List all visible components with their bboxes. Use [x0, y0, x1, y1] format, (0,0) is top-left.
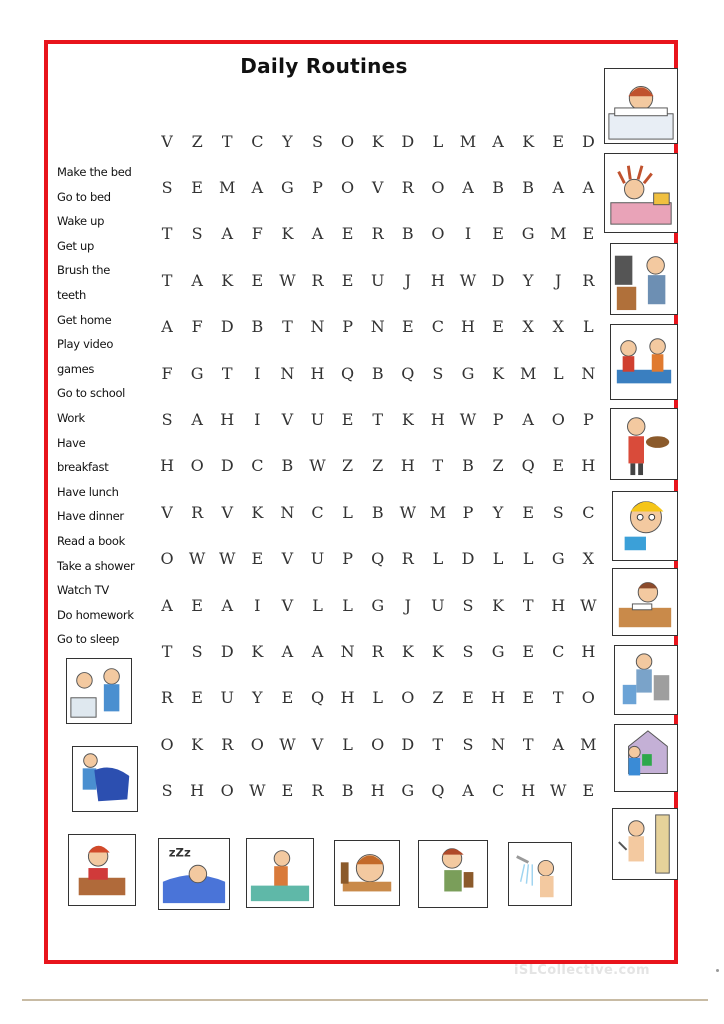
grid-letter: R	[401, 178, 414, 198]
grid-letter: T	[432, 734, 444, 754]
word-list-item: Have	[57, 435, 86, 450]
grid-row	[152, 257, 603, 303]
grid-letter: T	[372, 410, 384, 430]
grid-letter: O	[220, 781, 234, 801]
picture-get-home	[610, 408, 678, 480]
grid-row	[152, 164, 603, 210]
page-bottom-rule	[22, 999, 708, 1001]
word-list-item: Take a shower	[57, 558, 135, 573]
word-list-item: Have lunch	[57, 484, 119, 499]
grid-letter: U	[310, 410, 325, 430]
grid-letter: E	[582, 224, 595, 244]
picture-work	[68, 834, 136, 906]
grid-letter: Y	[492, 502, 504, 522]
grid-letter: M	[519, 363, 537, 383]
grid-letter: J	[404, 595, 411, 615]
grid-letter: S	[161, 781, 173, 801]
grid-letter: K	[251, 641, 264, 661]
picture-make-the-bed	[72, 746, 138, 812]
picture-watch-tv	[610, 243, 678, 315]
word-list-item: Get home	[57, 312, 112, 327]
grid-letter: O	[581, 688, 595, 708]
grid-letter: A	[251, 178, 264, 198]
grid-letter: R	[311, 270, 324, 290]
grid-letter: N	[370, 317, 385, 337]
grid-letter: D	[220, 456, 234, 476]
grid-letter: I	[464, 224, 472, 244]
grid-letter: N	[280, 502, 295, 522]
grid-letter: R	[401, 549, 414, 569]
grid-letter: B	[281, 456, 294, 476]
grid-letter: G	[190, 363, 204, 383]
word-list-item: Read a book	[57, 533, 125, 548]
grid-row	[152, 350, 603, 396]
grid-letter: V	[281, 410, 294, 430]
grid-letter: E	[341, 270, 354, 290]
grid-row	[152, 536, 603, 582]
grid-letter: O	[341, 131, 355, 151]
grid-letter: S	[462, 734, 474, 754]
grid-letter: L	[492, 549, 504, 569]
picture-wake-up	[604, 68, 678, 144]
grid-row	[152, 118, 603, 164]
grid-letter: S	[312, 131, 323, 151]
grid-letter: L	[432, 549, 444, 569]
grid-letter: U	[370, 270, 385, 290]
svg-text:zZz: zZz	[168, 845, 191, 860]
grid-letter: A	[552, 734, 565, 754]
grid-letter: V	[311, 734, 324, 754]
grid-letter: T	[161, 270, 173, 290]
grid-letter: D	[461, 549, 475, 569]
watermark: iSLCollective.com	[514, 963, 650, 978]
grid-letter: A	[311, 641, 324, 661]
grid-letter: Y	[252, 688, 263, 708]
grid-letter: S	[191, 224, 203, 244]
grid-letter: I	[254, 595, 261, 615]
grid-letter: E	[191, 595, 203, 615]
grid-letter: B	[462, 456, 474, 476]
grid-letter: E	[582, 781, 595, 801]
grid-letter: B	[401, 224, 414, 244]
word-list-item: Go to school	[57, 386, 126, 401]
grid-letter: M	[459, 131, 477, 151]
grid-letter: R	[371, 641, 384, 661]
picture-shower	[508, 842, 572, 906]
grid-letter: A	[161, 317, 173, 337]
grid-row	[152, 396, 603, 442]
grid-letter: S	[191, 641, 203, 661]
grid-letter: Q	[310, 688, 325, 708]
grid-letter: K	[492, 595, 505, 615]
grid-row	[152, 211, 603, 257]
grid-letter: M	[580, 734, 597, 754]
grid-letter: E	[281, 781, 294, 801]
picture-get-dressed	[614, 645, 678, 715]
grid-letter: H	[220, 410, 235, 430]
grid-letter: Q	[401, 363, 415, 383]
grid-letter: L	[552, 363, 564, 383]
grid-letter: G	[491, 641, 505, 661]
grid-letter: I	[254, 363, 261, 383]
grid-letter: E	[251, 270, 264, 290]
picture-have-dinner	[610, 324, 678, 400]
grid-letter: A	[281, 641, 294, 661]
grid-row	[152, 721, 603, 767]
grid-letter: K	[492, 363, 505, 383]
grid-letter: R	[311, 781, 324, 801]
grid-letter: M	[429, 502, 447, 522]
grid-letter: M	[550, 224, 567, 244]
grid-letter: O	[551, 410, 565, 430]
grid-letter: K	[522, 131, 535, 151]
grid-letter: A	[311, 224, 324, 244]
grid-letter: E	[251, 549, 264, 569]
grid-letter: H	[400, 456, 415, 476]
grid-letter: Z	[492, 456, 504, 476]
grid-letter: T	[221, 131, 233, 151]
grid-letter: V	[161, 502, 173, 522]
picture-go-to-sleep	[158, 838, 230, 910]
grid-letter: Q	[431, 781, 445, 801]
grid-letter: O	[431, 224, 445, 244]
grid-letter: E	[552, 131, 565, 151]
grid-letter: E	[191, 178, 203, 198]
word-list	[57, 160, 157, 652]
grid-letter: E	[341, 410, 354, 430]
grid-letter: P	[342, 317, 353, 337]
grid-letter: W	[550, 781, 567, 801]
grid-letter: D	[401, 131, 415, 151]
grid-letter: G	[521, 224, 535, 244]
grid-letter: T	[161, 224, 173, 244]
worksheet-title: Daily Routines	[240, 54, 408, 78]
grid-letter: W	[279, 734, 296, 754]
grid-letter: R	[161, 688, 174, 708]
grid-letter: C	[552, 641, 565, 661]
grid-letter: B	[251, 317, 264, 337]
grid-letter: S	[432, 363, 444, 383]
grid-row	[152, 582, 603, 628]
grid-letter: H	[491, 688, 506, 708]
grid-letter: O	[190, 456, 204, 476]
grid-letter: B	[522, 178, 535, 198]
word-list-item: Brush the	[57, 263, 111, 278]
grid-letter: E	[522, 502, 535, 522]
grid-letter: G	[401, 781, 415, 801]
grid-letter: L	[372, 688, 384, 708]
grid-letter: E	[492, 224, 504, 244]
grid-letter: T	[522, 595, 534, 615]
grid-letter: R	[221, 734, 234, 754]
grid-letter: A	[522, 410, 534, 430]
grid-letter: A	[221, 224, 234, 244]
picture-go-to-bed	[246, 838, 314, 908]
grid-letter: C	[582, 502, 595, 522]
word-list-item: Have dinner	[57, 509, 124, 524]
grid-letter: X	[522, 317, 534, 337]
picture-get-up	[604, 153, 678, 233]
grid-row	[152, 304, 603, 350]
grid-row	[152, 443, 603, 489]
grid-letter: O	[160, 734, 174, 754]
page-dot	[716, 969, 719, 972]
grid-letter: A	[582, 178, 595, 198]
grid-row	[152, 767, 603, 813]
grid-letter: X	[582, 549, 595, 569]
grid-letter: H	[581, 641, 596, 661]
grid-letter: C	[431, 317, 445, 337]
grid-letter: S	[161, 410, 173, 430]
grid-letter: W	[188, 549, 206, 569]
grid-letter: A	[191, 270, 203, 290]
word-list-item: Wake up	[57, 214, 105, 229]
grid-letter: B	[492, 178, 504, 198]
grid-letter: H	[581, 456, 596, 476]
grid-letter: G	[551, 549, 565, 569]
grid-letter: E	[191, 688, 203, 708]
grid-letter: H	[461, 317, 475, 337]
grid-letter: Z	[372, 456, 384, 476]
grid-letter: C	[491, 781, 505, 801]
grid-letter: W	[309, 456, 326, 476]
grid-letter: K	[401, 410, 414, 430]
grid-letter: Q	[371, 549, 385, 569]
picture-take-a-shower	[612, 808, 678, 880]
grid-letter: F	[161, 363, 173, 383]
grid-letter: T	[282, 317, 293, 337]
grid-letter: L	[342, 595, 353, 615]
word-list-item: games	[57, 361, 95, 376]
grid-letter: O	[160, 549, 174, 569]
grid-letter: Q	[521, 456, 535, 476]
grid-letter: W	[459, 270, 477, 290]
grid-letter: R	[582, 270, 595, 290]
word-list-item: Go to bed	[57, 189, 111, 204]
grid-letter: Z	[432, 688, 444, 708]
word-list-item: Make the bed	[57, 165, 132, 179]
grid-letter: N	[491, 734, 506, 754]
grid-letter: K	[221, 270, 234, 290]
picture-read-a-book	[612, 491, 678, 561]
word-list-item: teeth	[57, 287, 86, 302]
grid-letter: V	[221, 502, 234, 522]
grid-letter: E	[462, 688, 474, 708]
grid-letter: A	[221, 595, 234, 615]
grid-letter: P	[492, 410, 504, 430]
grid-letter: K	[431, 641, 444, 661]
grid-letter: H	[430, 410, 445, 430]
grid-row	[152, 675, 603, 721]
grid-letter: S	[462, 641, 474, 661]
grid-letter: C	[251, 131, 264, 151]
grid-letter: W	[219, 549, 236, 569]
grid-letter: T	[552, 688, 564, 708]
grid-letter: D	[581, 131, 595, 151]
word-list-item: Get up	[57, 238, 94, 253]
grid-letter: Q	[341, 363, 355, 383]
picture-do-homework	[612, 568, 678, 636]
grid-letter: Z	[191, 131, 203, 151]
grid-row	[152, 489, 603, 535]
grid-letter: G	[461, 363, 475, 383]
grid-letter: N	[310, 317, 325, 337]
grid-letter: N	[340, 641, 355, 661]
grid-letter: O	[371, 734, 385, 754]
grid-letter: V	[371, 178, 384, 198]
grid-letter: S	[462, 595, 474, 615]
picture-go-to-school	[614, 724, 678, 792]
grid-letter: D	[220, 317, 234, 337]
grid-letter: O	[250, 734, 264, 754]
grid-letter: L	[432, 131, 444, 151]
grid-letter: A	[462, 781, 474, 801]
grid-letter: T	[432, 456, 444, 476]
grid-row	[152, 628, 603, 674]
grid-letter: S	[161, 178, 173, 198]
grid-letter: D	[401, 734, 415, 754]
picture-brush-teeth	[66, 658, 132, 724]
grid-letter: P	[342, 549, 353, 569]
word-list-item: Work	[57, 410, 85, 425]
grid-letter: U	[220, 688, 234, 708]
grid-letter: O	[341, 178, 355, 198]
grid-letter: W	[399, 502, 417, 522]
grid-letter: H	[551, 595, 566, 615]
grid-letter: I	[254, 410, 261, 430]
word-search-grid	[152, 118, 603, 814]
grid-letter: T	[221, 363, 233, 383]
grid-letter: B	[341, 781, 354, 801]
grid-letter: Z	[342, 456, 354, 476]
grid-letter: V	[281, 549, 294, 569]
grid-letter: A	[552, 178, 565, 198]
grid-letter: V	[281, 595, 294, 615]
grid-letter: L	[342, 502, 353, 522]
grid-letter: N	[581, 363, 596, 383]
grid-letter: K	[401, 641, 414, 661]
grid-letter: E	[522, 641, 535, 661]
grid-letter: B	[371, 363, 384, 383]
grid-letter: E	[552, 456, 565, 476]
grid-letter: V	[161, 131, 173, 151]
grid-letter: R	[371, 224, 384, 244]
grid-letter: J	[555, 270, 562, 290]
picture-get-home-walking	[418, 840, 488, 908]
grid-letter: P	[462, 502, 474, 522]
word-list-item: Play video	[57, 337, 114, 352]
grid-letter: H	[521, 781, 536, 801]
grid-letter: U	[431, 595, 445, 615]
grid-letter: L	[522, 549, 534, 569]
grid-letter: O	[431, 178, 445, 198]
grid-letter: D	[220, 641, 234, 661]
word-list-item: breakfast	[57, 460, 109, 475]
grid-letter: E	[281, 688, 294, 708]
grid-letter: A	[492, 131, 504, 151]
grid-letter: C	[311, 502, 324, 522]
grid-letter: T	[522, 734, 534, 754]
grid-letter: H	[370, 781, 385, 801]
grid-letter: B	[371, 502, 384, 522]
grid-letter: A	[161, 595, 173, 615]
picture-have-breakfast	[334, 840, 400, 906]
grid-letter: U	[310, 549, 325, 569]
word-list-item: Do homework	[57, 607, 134, 622]
grid-letter: L	[583, 317, 594, 337]
grid-letter: E	[401, 317, 414, 337]
grid-letter: H	[190, 781, 205, 801]
grid-letter: E	[522, 688, 535, 708]
grid-letter: K	[281, 224, 294, 244]
grid-letter: M	[219, 178, 236, 198]
word-list-item: Go to sleep	[57, 632, 120, 647]
grid-letter: A	[462, 178, 474, 198]
grid-letter: Y	[522, 270, 534, 290]
grid-letter: R	[191, 502, 204, 522]
grid-letter: L	[342, 734, 353, 754]
grid-letter: N	[280, 363, 295, 383]
grid-letter: O	[401, 688, 415, 708]
grid-letter: K	[371, 131, 384, 151]
grid-letter: W	[279, 270, 296, 290]
grid-letter: A	[191, 410, 203, 430]
grid-letter: H	[160, 456, 175, 476]
grid-letter: E	[492, 317, 504, 337]
grid-letter: P	[582, 410, 594, 430]
grid-letter: W	[459, 410, 477, 430]
grid-letter: K	[191, 734, 204, 754]
grid-letter: F	[191, 317, 203, 337]
grid-letter: E	[341, 224, 354, 244]
grid-letter: W	[249, 781, 266, 801]
grid-letter: Y	[282, 131, 293, 151]
grid-letter: H	[430, 270, 445, 290]
grid-letter: G	[281, 178, 294, 198]
grid-letter: X	[552, 317, 564, 337]
grid-letter: F	[251, 224, 263, 244]
grid-letter: L	[312, 595, 323, 615]
word-list-item: Watch TV	[57, 583, 109, 598]
grid-letter: D	[491, 270, 505, 290]
grid-letter: G	[371, 595, 385, 615]
grid-letter: T	[161, 641, 173, 661]
grid-letter: C	[251, 456, 264, 476]
grid-letter: H	[340, 688, 355, 708]
grid-letter: J	[404, 270, 411, 290]
grid-letter: H	[310, 363, 325, 383]
grid-letter: P	[312, 178, 323, 198]
grid-letter: S	[552, 502, 564, 522]
grid-letter: K	[251, 502, 264, 522]
grid-letter: W	[580, 595, 597, 615]
